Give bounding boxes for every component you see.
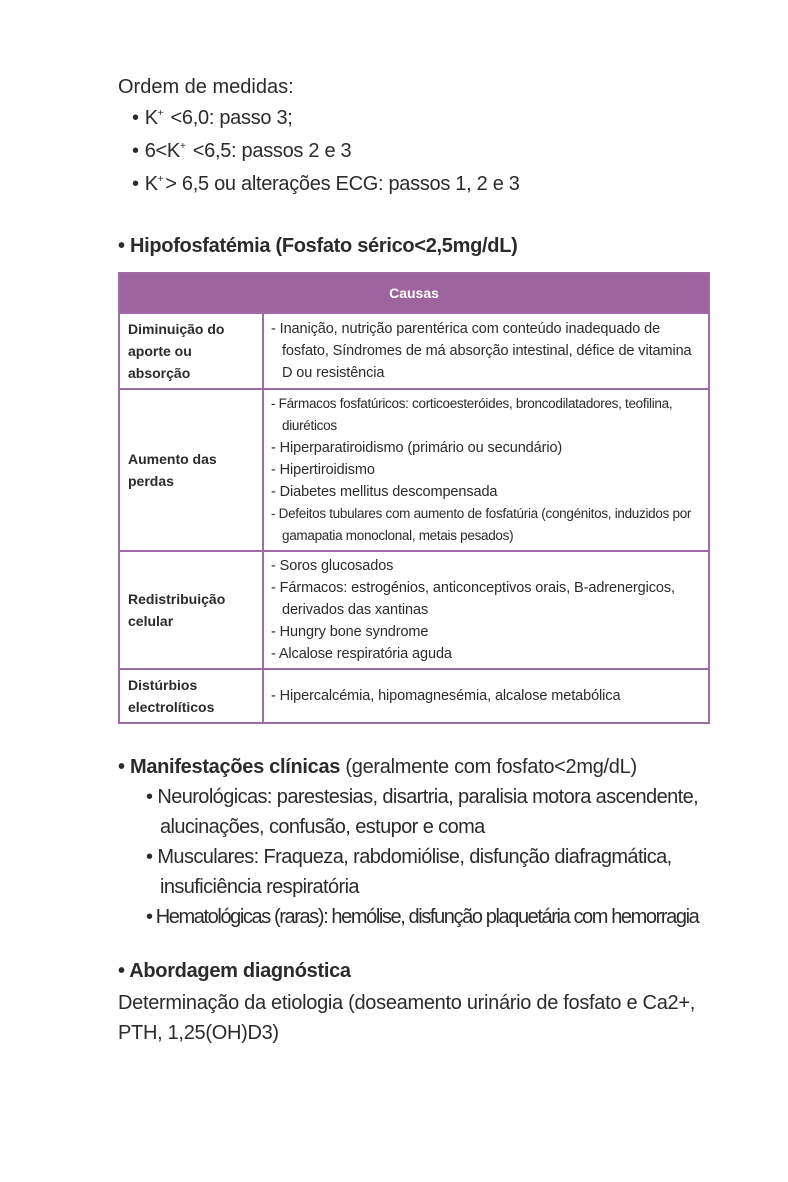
list-item: • K+ <6,0: passo 3; [118, 102, 718, 135]
cause-category: Redistribuição celular [119, 551, 263, 669]
cause-item: - Defeitos tubulares com aumento de fosfatúria (congénitos, induzidos por gamapatia monoclonal, metais pesados) [271, 506, 692, 543]
cause-item: - Soros glucosados [271, 558, 394, 574]
cause-items [263, 389, 709, 551]
list-item: • Musculares: Fraqueza, rabdomiólise, disfunção diafragmática, insuficiência respiratória [132, 842, 718, 902]
list-item: • Neurológicas: parestesias, disartria, paralisia motora ascendente, alucinações, confusão, estupor e coma [132, 782, 718, 842]
cause-items [263, 669, 709, 723]
cause-item: - Hipercalcémia, hipomagnesémia, alcalose metabólica [271, 688, 621, 704]
list-item: • 6<K+ <6,5: passos 2 e 3 [118, 135, 718, 168]
cause-item: - Hipertiroidismo [271, 462, 375, 478]
cause-items [263, 313, 709, 389]
page-content [118, 72, 718, 1048]
table-header: Causas [119, 273, 709, 313]
clinical-list [118, 782, 718, 932]
measures-title: Ordem de medidas: [118, 76, 294, 98]
cause-item: - Alcalose respiratória aguda [271, 646, 452, 662]
table-row [119, 669, 709, 723]
cause-item: - Fármacos: estrogénios, anticonceptivos orais, B-adrenergicos, derivados das xantinas [271, 580, 675, 618]
cause-category: Distúrbios electrolíticos [119, 669, 263, 723]
cause-items [263, 551, 709, 669]
cause-item: - Hungry bone syndrome [271, 624, 429, 640]
cause-category: Diminuição do aporte ou absorção [119, 313, 263, 389]
list-item: • K+ > 6,5 ou alterações ECG: passos 1, 2 e 3 [118, 168, 718, 201]
cause-category: Aumento das perdas [119, 389, 263, 551]
hypophosphatemia-heading: • Hipofosfatémia (Fosfato sérico<2,5mg/dL) [118, 235, 518, 257]
list-item: • Hematológicas (raras): hemólise, disfunção plaquetária com hemorragia [132, 902, 778, 932]
clinical-heading: • Manifestações clínicas (geralmente com fosfato<2mg/dL) [118, 756, 637, 778]
cause-item: - Diabetes mellitus descompensada [271, 484, 498, 500]
table-row [119, 389, 709, 551]
diagnosis-text: Determinação da etiologia (doseamento urinário de fosfato e Ca2+, PTH, 1,25(OH)D3) [118, 992, 695, 1044]
cause-item: - Fármacos fosfatúricos: corticoesteróides, broncodilatadores, teofilina, diuréticos [271, 396, 673, 433]
cause-item: - Inanição, nutrição parentérica com conteúdo inadequado de fosfato, Síndromes de má absorção intestinal, défice de vitamina D ou resistência [271, 321, 692, 381]
table-row [119, 551, 709, 669]
diagnosis-heading: • Abordagem diagnóstica [118, 960, 351, 982]
cause-item: - Hiperparatiroidismo (primário ou secundário) [271, 440, 563, 456]
table-row [119, 313, 709, 389]
causes-table [118, 272, 710, 724]
measures-list [118, 102, 718, 201]
